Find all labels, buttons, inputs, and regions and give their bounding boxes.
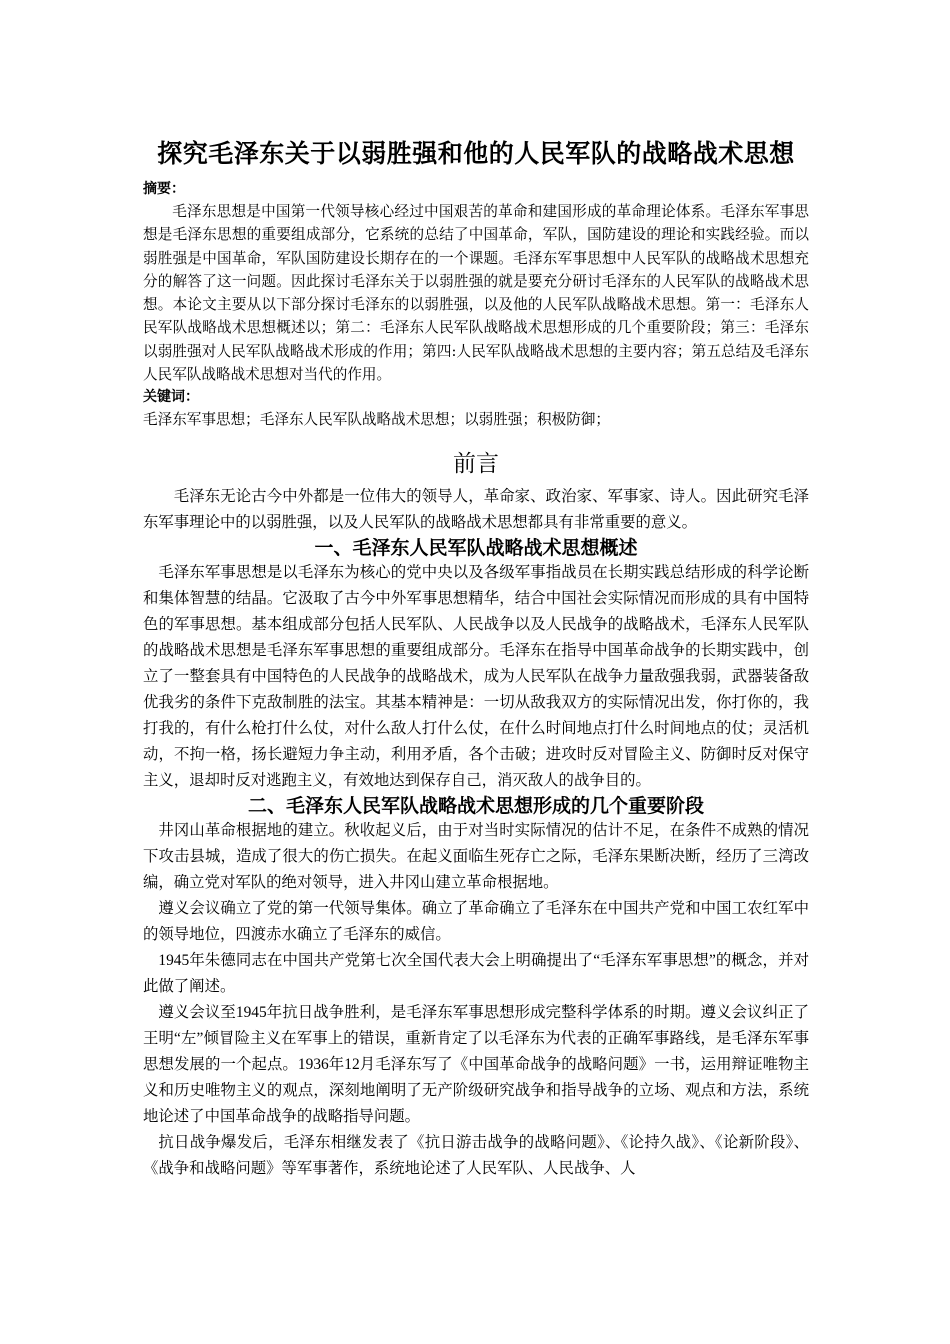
keywords-text: 毛泽东军事思想；毛泽东人民军队战略战术思想；以弱胜强；积极防御； (143, 411, 611, 429)
preface-text: 毛泽东无论古今中外都是一位伟大的领导人，革命家、政治家、军事家、诗人。因此研究毛泽东军事理论中的以弱胜强，以及人民军队的战略战术思想都具有非常重要的意义。 (143, 488, 809, 532)
keywords-label: 关键词： (143, 389, 199, 406)
section2-paragraph: 遵义会议至1945年抗日战争胜利，是毛泽东军事思想形成完整科学体系的时期。遵义会议纠正了王明“左”倾冒险主义在军事上的错误，重新肯定了以毛泽东为代表的正确军事路线，是毛泽东军事思想发展的一个起点。1936年12月毛泽东写了《中国革命战争的战略问题》一书，运用辩证唯物主义和历史唯物主义的观点，深刻地阐明了无产阶级研究战争和指导战争的立场、观点和方法，系统地论述了中国革命战争的战略指导问题。 (143, 1004, 809, 1126)
section2-paragraph: 井冈山革命根据地的建立。秋收起义后，由于对当时实际情况的估计不足，在条件不成熟的情况下攻击县城，造成了很大的伤亡损失。在起义面临生死存亡之际，毛泽东果断决断，经历了三湾改编，确立党对军队的绝对领导，进入井冈山建立革命根据地。 (143, 822, 809, 892)
abstract-label: 摘要： (143, 181, 185, 197)
section2-paragraph: 抗日战争爆发后，毛泽东相继发表了《抗日游击战争的战略问题》、《论持久战》、《论新阶段》、《战争和战略问题》等军事著作，系统地论述了人民军队、人民战争、人 (143, 1134, 809, 1178)
preface-heading: 前言 (453, 451, 499, 478)
paper-title: 探究毛泽东关于以弱胜强和他的人民军队的战略战术思想 (157, 139, 795, 168)
section2-paragraph: 1945年朱德同志在中国共产党第七次全国代表大会上明确提出了“毛泽东军事思想”的概念，并对此做了阐述。 (143, 952, 809, 996)
section1-heading: 一、毛泽东人民军队战略战术思想概述 (314, 537, 638, 560)
abstract-text: 毛泽东思想是中国第一代领导核心经过中国艰苦的革命和建国形成的革命理论体系。毛泽东军事思想是毛泽东思想的重要组成部分，它系统的总结了中国革命，军队，国防建设的理论和实践经验。而以弱胜强是中国革命，军队国防建设长期存在的一个课题。毛泽东军事思想中人民军队的战略战术思想充分的解答了这一问题。因此探讨毛泽东关于以弱胜强的就是要充分研讨毛泽东的人民军队的战略战术思想。本论文主要从以下部分探讨毛泽东的以弱胜强，以及他的人民军队战略战术思想。第一：毛泽东人民军队战略战术思想概述以；第二：毛泽东人民军队战略战术思想形成的几个重要阶段；第三：毛泽东以弱胜强对人民军队战略战术形成的作用；第四:人民军队战略战术思想的主要内容；第五总结及毛泽东人民军队战略战术思想对当代的作用。 (143, 203, 809, 384)
section2-paragraph: 遵义会议确立了党的第一代领导集体。确立了革命确立了毛泽东在中国共产党和中国工农红军中的领导地位，四渡赤水确立了毛泽东的威信。 (143, 900, 809, 944)
section1-text: 毛泽东军事思想是以毛泽东为核心的党中央以及各级军事指战员在长期实践总结形成的科学论断和集体智慧的结晶。它汲取了古今中外军事思想精华，结合中国社会实际情况而形成的具有中国特色的军事思想。基本组成部分包括人民军队、人民战争以及人民战争的战略战术，毛泽东人民军队的战略战术思想是毛泽东军事思想的重要组成部分。毛泽东在指导中国革命战争的长期实践中，创立了一整套具有中国特色的人民战争的战略战术，成为人民军队在战争力量敌强我弱，武器装备敌优我劣的条件下克敌制胜的法宝。其基本精神是：一切从敌我双方的实际情况出发，你打你的，我打我的，有什么枪打什么仗，对什么敌人打什么仗，在什么时间地点打什么时间地点的仗；灵活机动，不拘一格，扬长避短力争主动，利用矛盾，各个击破；进攻时反对冒险主义、防御时反对保守主义，退却时反对逃跑主义，有效地达到保存自己，消灭敌人的战争目的。 (143, 564, 809, 790)
section2-heading: 二、毛泽东人民军队战略战术思想形成的几个重要阶段 (247, 795, 704, 818)
document-page (143, 128, 809, 1182)
